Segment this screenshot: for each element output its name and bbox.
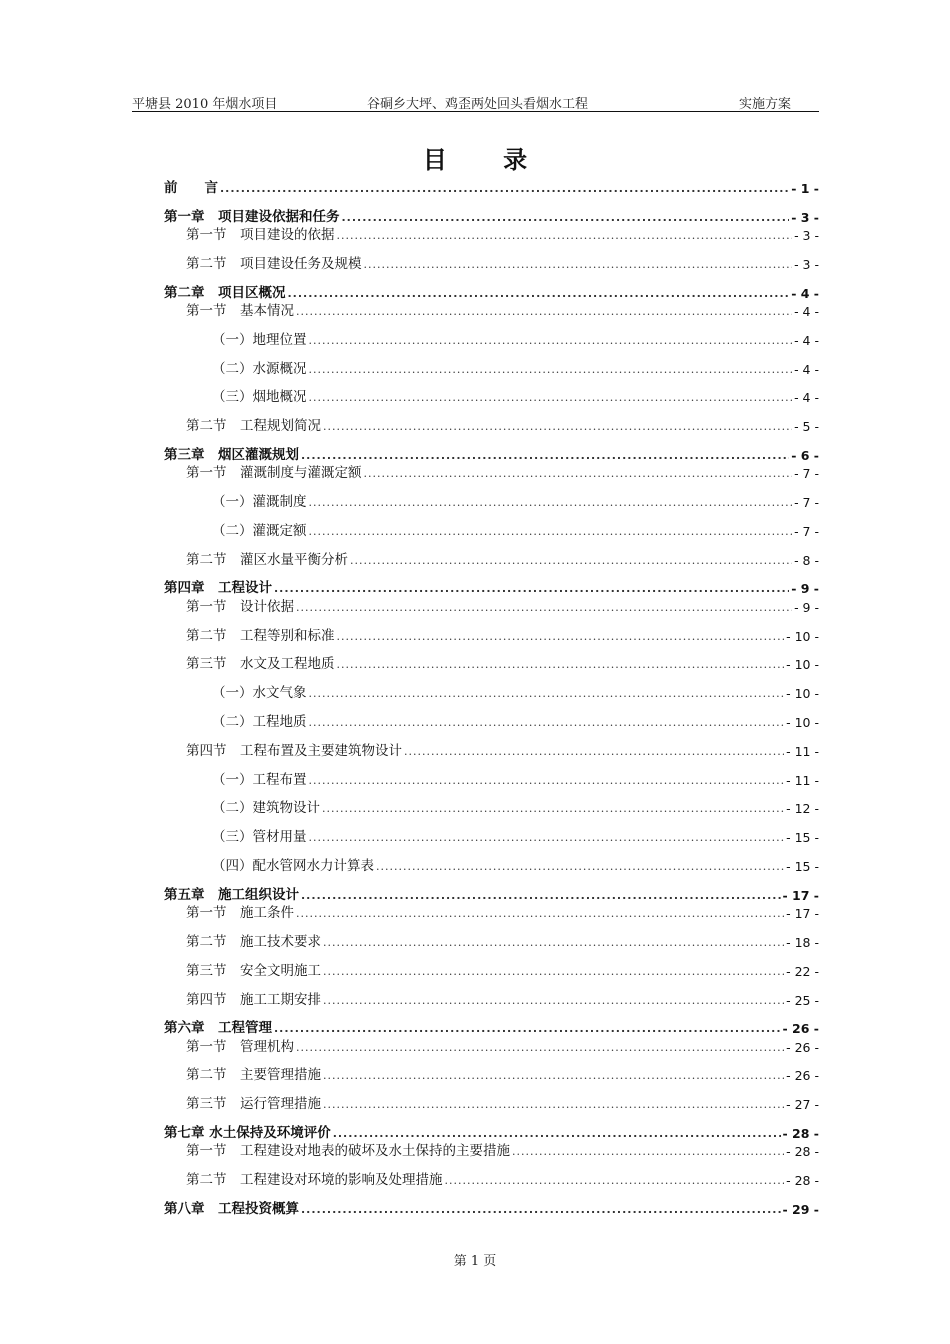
toc-dot-leader: [309, 523, 793, 540]
toc-entry-page: - 27 -: [786, 1097, 819, 1113]
toc-entry-label: 第三章 烟区灌溉规划: [164, 446, 299, 463]
toc-dot-leader: [323, 963, 784, 980]
toc-section-entry[interactable]: [186, 418, 819, 435]
toc-dot-leader: [404, 743, 784, 760]
toc-entry-page: - 5 -: [794, 419, 819, 435]
toc-entry-page: - 25 -: [786, 992, 819, 1008]
toc-dot-leader: [337, 628, 785, 645]
toc-entry-page: - 1 -: [791, 181, 819, 196]
toc-entry-label: 第三节 运行管理措施: [186, 1096, 321, 1113]
toc-entry-label: （二）建筑物设计: [212, 800, 320, 817]
toc-entry-page: - 7 -: [794, 523, 819, 539]
toc-dot-leader: [309, 389, 793, 406]
toc-entry-label: 第四节 工程布置及主要建筑物设计: [186, 742, 402, 759]
toc-entry-page: - 4 -: [794, 390, 819, 406]
toc-dot-leader: [296, 1039, 784, 1056]
header-title: 谷硐乡大坪、鸡歪两处回头看烟水工程: [367, 97, 589, 112]
toc-entry-page: - 17 -: [786, 906, 819, 922]
toc-entry-page: - 10 -: [786, 715, 819, 730]
toc-entry-page: - 28 -: [786, 1144, 819, 1160]
toc-entry-page: - 3 -: [794, 256, 819, 272]
toc-entry-label: 第一章 项目建设依据和任务: [164, 208, 340, 225]
toc-entry-label: 第四节 施工工期安排: [186, 991, 321, 1008]
toc-dot-leader: [296, 599, 792, 616]
toc-entry-page: - 17 -: [782, 887, 819, 903]
toc-entry-page: - 26 -: [786, 1039, 819, 1055]
toc-section-entry[interactable]: [186, 1143, 819, 1160]
toc-subsection-entry[interactable]: [212, 494, 819, 511]
toc-entry-page: - 12 -: [786, 801, 819, 817]
toc-dot-leader: [296, 303, 792, 320]
toc-dot-leader: [309, 494, 793, 511]
toc-entry-label: 第一节 基本情况: [186, 303, 294, 319]
toc-entry-label: （三）烟地概况: [212, 389, 307, 406]
toc-chapter-entry[interactable]: [164, 285, 819, 302]
toc-subsection-entry[interactable]: [212, 523, 819, 540]
toc-entry-page: - 4 -: [794, 361, 819, 377]
toc-entry-page: - 10 -: [786, 686, 819, 702]
toc-section-entry[interactable]: [186, 1172, 819, 1189]
toc-entry-label: 第一节 施工条件: [186, 905, 294, 922]
toc-dot-leader: [323, 1096, 784, 1113]
toc-dot-leader: [337, 656, 785, 673]
page-number: 第 1 页: [453, 1254, 497, 1269]
toc-entry-label: 第三节 安全文明施工: [186, 962, 321, 979]
toc-subsection-entry[interactable]: [212, 361, 819, 378]
toc-entry-label: （二）水源概况: [212, 360, 307, 377]
toc-entry-label: （一）地理位置: [212, 331, 307, 348]
toc-chapter-entry[interactable]: [164, 1125, 819, 1142]
toc-subsection-entry[interactable]: [212, 829, 819, 846]
toc-entry-page: - 4 -: [794, 332, 819, 348]
toc-entry-label: 第二节 灌区水量平衡分析: [186, 551, 348, 568]
toc-entry-page: - 29 -: [782, 1201, 819, 1217]
toc-dot-leader: [309, 685, 785, 702]
toc-dot-leader: [309, 361, 793, 378]
toc-entry-label: （四）配水管网水力计算表: [212, 858, 374, 874]
toc-entry-label: 第一节 灌溉制度与灌溉定额: [186, 465, 362, 482]
toc-section-entry[interactable]: [186, 303, 819, 320]
toc-dot-leader: [445, 1172, 785, 1189]
toc-entry-label: （三）管材用量: [212, 829, 307, 846]
toc-dot-leader: [337, 227, 793, 244]
header-doc-type: 实施方案: [738, 97, 791, 112]
toc-entry-page: - 28 -: [782, 1125, 819, 1141]
toc-dot-leader: [309, 772, 785, 789]
toc-dot-leader: [301, 887, 781, 904]
toc-dot-leader: [342, 209, 790, 226]
toc-entry-page: - 9 -: [791, 581, 819, 597]
toc-section-entry[interactable]: [186, 465, 819, 482]
toc-entry-page: - 3 -: [791, 209, 819, 225]
toc-section-entry[interactable]: [186, 905, 819, 922]
toc-dot-leader: [301, 1201, 781, 1218]
toc-entry-label: 第八章 工程投资概算: [164, 1200, 299, 1217]
toc-entry-label: 第一节 管理机构: [186, 1038, 294, 1055]
toc-entry-page: - 15 -: [786, 830, 819, 846]
toc-entry-label: 第三节 水文及工程地质: [186, 656, 335, 673]
toc-chapter-entry[interactable]: [164, 1201, 819, 1218]
header-project: 平塘县 2010 年烟水项目: [132, 97, 278, 112]
toc-dot-leader: [323, 418, 792, 435]
toc-entry-label: 第二节 工程等别和标准: [186, 627, 335, 644]
toc-dot-leader: [376, 858, 784, 875]
toc-entry-label: 第七章 水土保持及环境评价: [164, 1124, 331, 1141]
toc-dot-leader: [296, 905, 784, 922]
toc-section-entry[interactable]: [186, 743, 819, 760]
toc-section-entry[interactable]: [186, 1096, 819, 1113]
toc-entry-page: - 22 -: [786, 963, 819, 979]
toc-title: 目 录: [422, 145, 552, 174]
toc-dot-leader: [323, 992, 784, 1009]
toc-entry-label: （一）灌溉制度: [212, 494, 307, 511]
toc-chapter-entry[interactable]: [164, 180, 819, 197]
toc-dot-leader: [333, 1125, 781, 1142]
toc-chapter-entry[interactable]: [164, 887, 819, 904]
toc-section-entry[interactable]: [186, 656, 819, 673]
toc-subsection-entry[interactable]: [212, 772, 819, 789]
toc-entry-label: 第五章 施工组织设计: [164, 886, 299, 903]
toc-section-entry[interactable]: [186, 934, 819, 951]
toc-entry-page: - 10 -: [786, 628, 819, 644]
toc-entry-page: - 3 -: [794, 228, 819, 244]
toc-entry-label: 第一节 工程建设对地表的破坏及水土保持的主要措施: [186, 1143, 510, 1160]
toc-entry-page: - 8 -: [794, 552, 819, 568]
toc-chapter-entry[interactable]: [164, 209, 819, 226]
toc-dot-leader: [364, 256, 793, 273]
toc-entry-page: - 11 -: [786, 743, 819, 759]
toc-entry-label: 第二节 工程规划简况: [186, 418, 321, 435]
toc-section-entry[interactable]: [186, 628, 819, 645]
toc-entry-label: 第二节 工程建设对环境的影响及处理措施: [186, 1172, 443, 1189]
toc-dot-leader: [323, 1067, 784, 1084]
toc-entry-page: - 10 -: [786, 657, 819, 673]
toc-dot-leader: [309, 714, 785, 731]
toc-entry-label: 第二章 项目区概况: [164, 284, 286, 301]
toc-subsection-entry[interactable]: [212, 389, 819, 406]
toc-dot-leader: [323, 934, 784, 951]
toc-entry-label: 第四章 工程设计: [164, 580, 272, 597]
toc-entry-page: - 11 -: [786, 772, 819, 788]
toc-entry-page: - 7 -: [794, 495, 819, 511]
toc-dot-leader: [309, 332, 793, 349]
toc-section-entry[interactable]: [186, 227, 819, 244]
toc-dot-leader: [274, 580, 789, 597]
toc-section-entry[interactable]: [186, 1067, 819, 1084]
toc-entry-label: 第六章 工程管理: [164, 1020, 272, 1037]
toc-entry-label: 第二节 项目建设任务及规模: [186, 255, 362, 272]
toc-entry-page: - 18 -: [786, 934, 819, 950]
toc-subsection-entry[interactable]: [212, 858, 819, 875]
toc-chapter-entry[interactable]: [164, 1020, 819, 1037]
toc-section-entry[interactable]: [186, 963, 819, 980]
toc-dot-leader: [322, 800, 784, 817]
toc-section-entry[interactable]: [186, 992, 819, 1009]
toc-dot-leader: [512, 1143, 784, 1160]
toc-subsection-entry[interactable]: [212, 714, 819, 731]
toc-entry-label: （一）水文气象: [212, 685, 307, 702]
toc-dot-leader: [309, 829, 785, 846]
toc-entry-page: - 15 -: [786, 859, 819, 874]
toc-dot-leader: [350, 552, 792, 569]
toc-entry-label: （二）灌溉定额: [212, 522, 307, 539]
toc-entry-page: - 9 -: [794, 599, 819, 615]
toc-chapter-entry[interactable]: [164, 580, 819, 597]
toc-chapter-entry[interactable]: [164, 447, 819, 464]
toc-entry-page: - 7 -: [794, 466, 819, 482]
toc-dot-leader: [364, 465, 793, 482]
toc-entry-label: 前 言: [164, 180, 218, 196]
toc-entry-page: - 26 -: [786, 1068, 819, 1084]
page-header: [132, 93, 819, 112]
toc-section-entry[interactable]: [186, 1039, 819, 1056]
toc-dot-leader: [274, 1020, 781, 1037]
toc-section-entry[interactable]: [186, 599, 819, 616]
toc-entry-label: （二）工程地质: [212, 714, 307, 730]
toc-section-entry[interactable]: [186, 256, 819, 273]
toc-dot-leader: [220, 180, 789, 197]
toc-entry-label: 第一节 项目建设的依据: [186, 227, 335, 244]
toc-entry-page: - 4 -: [791, 285, 819, 301]
toc-entry-label: 第二节 主要管理措施: [186, 1067, 321, 1084]
toc-entry-label: 第一节 设计依据: [186, 598, 294, 615]
toc-entry-label: （一）工程布置: [212, 771, 307, 788]
toc-section-entry[interactable]: [186, 552, 819, 569]
toc-subsection-entry[interactable]: [212, 332, 819, 349]
toc-entry-page: - 4 -: [794, 304, 819, 319]
toc-entry-page: - 26 -: [782, 1021, 819, 1037]
toc-dot-leader: [301, 447, 789, 464]
toc-entry-label: 第二节 施工技术要求: [186, 933, 321, 950]
toc-entry-page: - 6 -: [791, 447, 819, 463]
toc-subsection-entry[interactable]: [212, 800, 819, 817]
toc-entry-page: - 28 -: [786, 1173, 819, 1189]
toc-subsection-entry[interactable]: [212, 685, 819, 702]
toc-dot-leader: [288, 285, 790, 302]
